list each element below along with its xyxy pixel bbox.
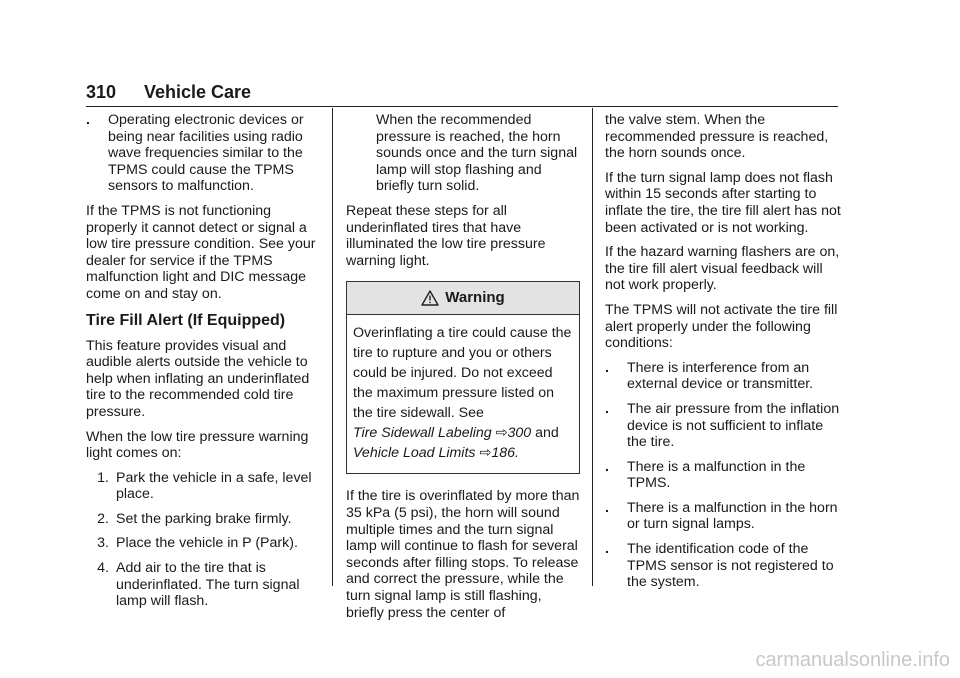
bullet-mark: .: [86, 112, 90, 128]
step-number: 3.: [97, 535, 109, 552]
warning-and: and: [535, 425, 559, 442]
step-text: Park the vehicle in a safe, level place.: [116, 469, 312, 503]
bullet-text: There is a malfunction in the horn or turn signal lamps.: [627, 499, 838, 533]
bullet-mark: .: [605, 458, 609, 475]
warning-box: [346, 281, 580, 474]
step-text: Add air to the tire that is underinflated. The turn signal lamp will flash.: [116, 560, 300, 610]
bullet-mark: .: [605, 499, 609, 516]
link-vehicle-load-limits[interactable]: Vehicle Load Limits: [353, 445, 476, 462]
bullet-item: [605, 459, 841, 492]
bullet-text: The identification code of the TPMS sensor is not registered to the system.: [627, 541, 834, 591]
bullet-text: The air pressure from the inflation device is not sufficient to inflate the tire.: [627, 400, 840, 451]
page-ref-300[interactable]: 300: [507, 425, 532, 442]
page-number: 310: [86, 82, 117, 102]
step-number: 2.: [97, 510, 109, 527]
paragraph: When the low tire pressure warning light comes on:: [86, 428, 309, 462]
paragraph: If the TPMS is not functioning properly it cannot detect or signal a low tire pressure condition. See your dealer for service if the TPMS malfunction light and DIC message come on and stay on.: [86, 202, 316, 302]
paragraph: If the tire is overinflated by more than 35 kPa (5 psi), the horn will sound multiple times and the turn signal lamp will continue to flash for several seconds after filling stops. To release and correct the pressure, while the turn signal lamp is still flashing, briefly press the center of: [346, 488, 580, 621]
step-item: [86, 535, 318, 552]
column-2: [346, 112, 580, 629]
page-header: [86, 80, 838, 107]
column-3: [605, 112, 841, 599]
bullet-item: [605, 401, 841, 451]
paragraph: The TPMS will not activate the tire fill alert properly under the following conditions:: [605, 301, 838, 352]
bullet-mark: .: [605, 400, 609, 417]
step-item: [86, 511, 318, 528]
step-number: 4.: [97, 560, 109, 577]
bullet-item: [605, 500, 841, 533]
step-continuation: When the recommended pressure is reached, the horn sounds once and the turn signal lamp will stop flashing and briefly turn solid.: [376, 112, 578, 195]
bullet-text: Operating electronic devices or being near facilities using radio wave frequencies similar to the TPMS could cause the TPMS sensors to malfunction.: [108, 112, 304, 195]
warning-header: [347, 282, 579, 315]
step-text: Place the vehicle in P (Park).: [116, 535, 298, 552]
paragraph: the valve stem. When the recommended pressure is reached, the horn sounds once.: [605, 112, 829, 162]
paragraph: Repeat these steps for all underinflated tires that have illuminated the low tire pressure warning light.: [346, 202, 546, 269]
page-ref-icon: ⇨: [495, 425, 508, 442]
warning-body: [347, 315, 579, 473]
warning-icon: [421, 290, 439, 306]
warning-text: [353, 323, 573, 463]
column-divider-left: [332, 108, 333, 586]
step-number: 1.: [97, 469, 109, 486]
page-ref-186[interactable]: 186.: [491, 445, 519, 462]
column-divider-right: [592, 108, 593, 586]
step-item: [86, 560, 318, 610]
watermark: carmanualsonline.info: [755, 649, 950, 671]
paragraph: This feature provides visual and audible alerts outside the vehicle to help when inflating an underinflated tire to the recommended cold tire pressure.: [86, 337, 310, 420]
paragraph: If the turn signal lamp does not flash within 15 seconds after starting to inflate the tire, the tire fill alert has not been activated or is not working.: [605, 169, 841, 236]
paragraph: If the hazard warning flashers are on, the tire fill alert visual feedback will not work properly.: [605, 244, 840, 294]
bullet-item: [86, 112, 318, 195]
bullet-text: There is interference from an external device or transmitter.: [627, 359, 814, 393]
page-ref-icon: ⇨: [479, 445, 492, 462]
subsection-heading: Tire Fill Alert (If Equipped): [86, 311, 286, 329]
step-text: Set the parking brake firmly.: [116, 510, 292, 527]
warning-text-main: Overinflating a tire could cause the tire to rupture and you or others could be injured. Do not exceed the maximum pressure listed on the tire sidewall. See: [353, 325, 572, 422]
bullet-mark: .: [605, 359, 609, 376]
bullet-text: There is a malfunction in the TPMS.: [627, 458, 806, 492]
bullet-item: [605, 541, 841, 591]
step-item: [86, 470, 318, 503]
link-tire-sidewall-labeling[interactable]: Tire Sidewall Labeling: [353, 425, 492, 442]
section-title: Vehicle Care: [144, 82, 252, 102]
column-1: [86, 112, 318, 618]
bullet-mark: .: [605, 541, 609, 558]
bullet-item: [605, 360, 841, 393]
warning-title: Warning: [445, 289, 505, 307]
